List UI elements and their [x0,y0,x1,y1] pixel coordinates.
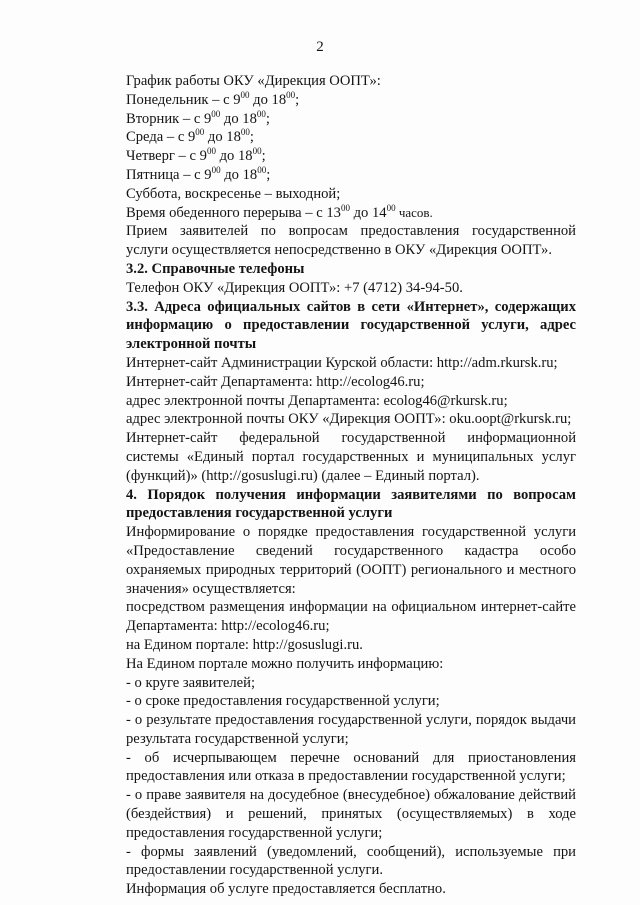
portal-info-intro: На Едином портале можно получить информацию: [126,655,444,672]
line-end: ; [295,91,300,108]
line-end: ; [249,129,254,146]
time-from: 9 [199,148,207,165]
reception-paragraph: Прием заявителей по вопросам предоставления государственной услуги осуществляется непосредственно в ОКУ «Дирекция ООПТ». [126,223,576,259]
time-from-min: 00 [206,146,216,157]
schedule-day-line: Вторник – с $9^{00}$ до $18^{00}$; [126,108,270,127]
page-number: 2 [316,39,324,55]
website-item: адрес электронной почты Департамента: ecolog46@rkursk.ru; [126,392,508,409]
time-to: 18 [271,91,287,108]
phones-text: Телефон ОКУ «Дирекция ООПТ»: +7 (4712) 34-94-50. [126,279,463,296]
info-via-site: посредством размещения информации на официальном интернет-сайте Департамента: http://ecolog46.ru; [126,599,576,635]
day-name: Понедельник [126,91,209,108]
schedule-day-line: Четверг – с $9^{00}$ до $18^{00}$; [126,146,266,165]
lunch-mid: до 14 [349,204,387,221]
time-from-min: 00 [211,108,221,119]
schedule-day-line: Среда – с $9^{00}$ до $18^{00}$; [126,127,254,146]
website-item: Интернет-сайт Департамента: http://ecolog46.ru; [126,373,425,390]
section4-heading: 4. Порядок получения информации заявителями по вопросам предоставления государственной услуги [126,486,576,522]
lunch-from-min: 00 [340,202,350,213]
info-bullet: - о круге заявителей; [126,674,255,691]
lunch-suffix: часов. [395,204,433,220]
phones-heading: 3.2. Справочные телефоны [126,260,305,277]
day-name: Четверг [126,148,175,165]
day-name: Вторник [126,110,180,127]
time-from-min: 00 [195,127,205,138]
info-bullet: - о результате предоставления государственной услуги, порядок выдачи результата государственной услуги; [126,712,576,747]
day-name: Среда [126,129,164,146]
info-bullet: - формы заявлений (уведомлений, сообщений), используемые при предоставлении государственной услуги. [126,843,576,879]
schedule-title: График работы ОКУ «Дирекция ООПТ»: [126,73,381,89]
time-from: 9 [204,166,212,183]
section4-intro: Информирование о порядке предоставления государственной услуги «Предоставление сведений государственного кадастра особо охраняемых природных территорий (ООПТ) регионального и местного значения» осуществляется: [126,524,576,597]
time-from-min: 00 [211,164,221,175]
time-to-min: 00 [252,146,262,157]
line-end: ; [261,148,266,165]
portal-paragraph: Интернет-сайт федеральной государственной информационной системы «Единый портал государственных и муниципальных услуг (функций)» (http://gosuslugi.ru) (далее – Единый портал). [126,430,576,484]
document-body [88,72,576,899]
time-to-min: 00 [240,127,250,138]
time-to: 18 [226,129,241,146]
time-to-min: 00 [257,164,267,175]
info-bullet: - об исчерпывающем перечне оснований для приостановления предоставления или отказа в предоставлении государственной услуги; [126,749,576,785]
time-to: 18 [237,148,253,165]
time-to: 18 [242,166,258,183]
info-bullet: - о сроке предоставления государственной услуги; [126,693,440,710]
schedule-lunch [88,204,576,223]
time-to-min: 00 [286,89,296,100]
website-item: Интернет-сайт Администрации Курской области: http://adm.rkursk.ru; [126,354,558,371]
schedule-day-line: Пятница – с $9^{00}$ до $18^{00}$; [126,164,271,183]
day-name: Пятница [126,166,180,183]
lunch-prefix: Время обеденного перерыва – с 13 [126,204,341,221]
schedule-day-line: Понедельник – с $9^{00}$ до $18^{00}$; [126,89,300,108]
lunch-to-min: 00 [386,202,396,213]
line-end: ; [266,166,271,183]
website-item: адрес электронной почты ОКУ «Дирекция ООПТ»: oku.oopt@rkursk.ru; [126,411,572,428]
websites-heading: 3.3. Адреса официальных сайтов в сети «Интернет», содержащих информацию о предоставлении государственной услуги, адрес электронной почты [126,298,576,353]
time-to: 18 [242,110,257,127]
time-to-min: 00 [256,108,266,119]
time-from-min: 00 [240,89,250,100]
info-bullet: - о праве заявителя на досудебное (внесудебное) обжалование действий (бездействия) и решений, принятых (осуществляемых) в ходе предоставления государственной услуги; [126,787,576,841]
time-from: 9 [233,91,241,108]
line-end: ; [265,110,270,127]
schedule-days [88,91,576,185]
time-from: 9 [187,129,196,146]
free-info: Информация об услуге предоставляется бесплатно. [126,881,446,898]
time-from: 9 [203,110,212,127]
schedule-weekend: Суббота, воскресенье – выходной; [126,185,341,202]
info-via-portal: на Едином портале: http://gosuslugi.ru. [126,636,363,653]
